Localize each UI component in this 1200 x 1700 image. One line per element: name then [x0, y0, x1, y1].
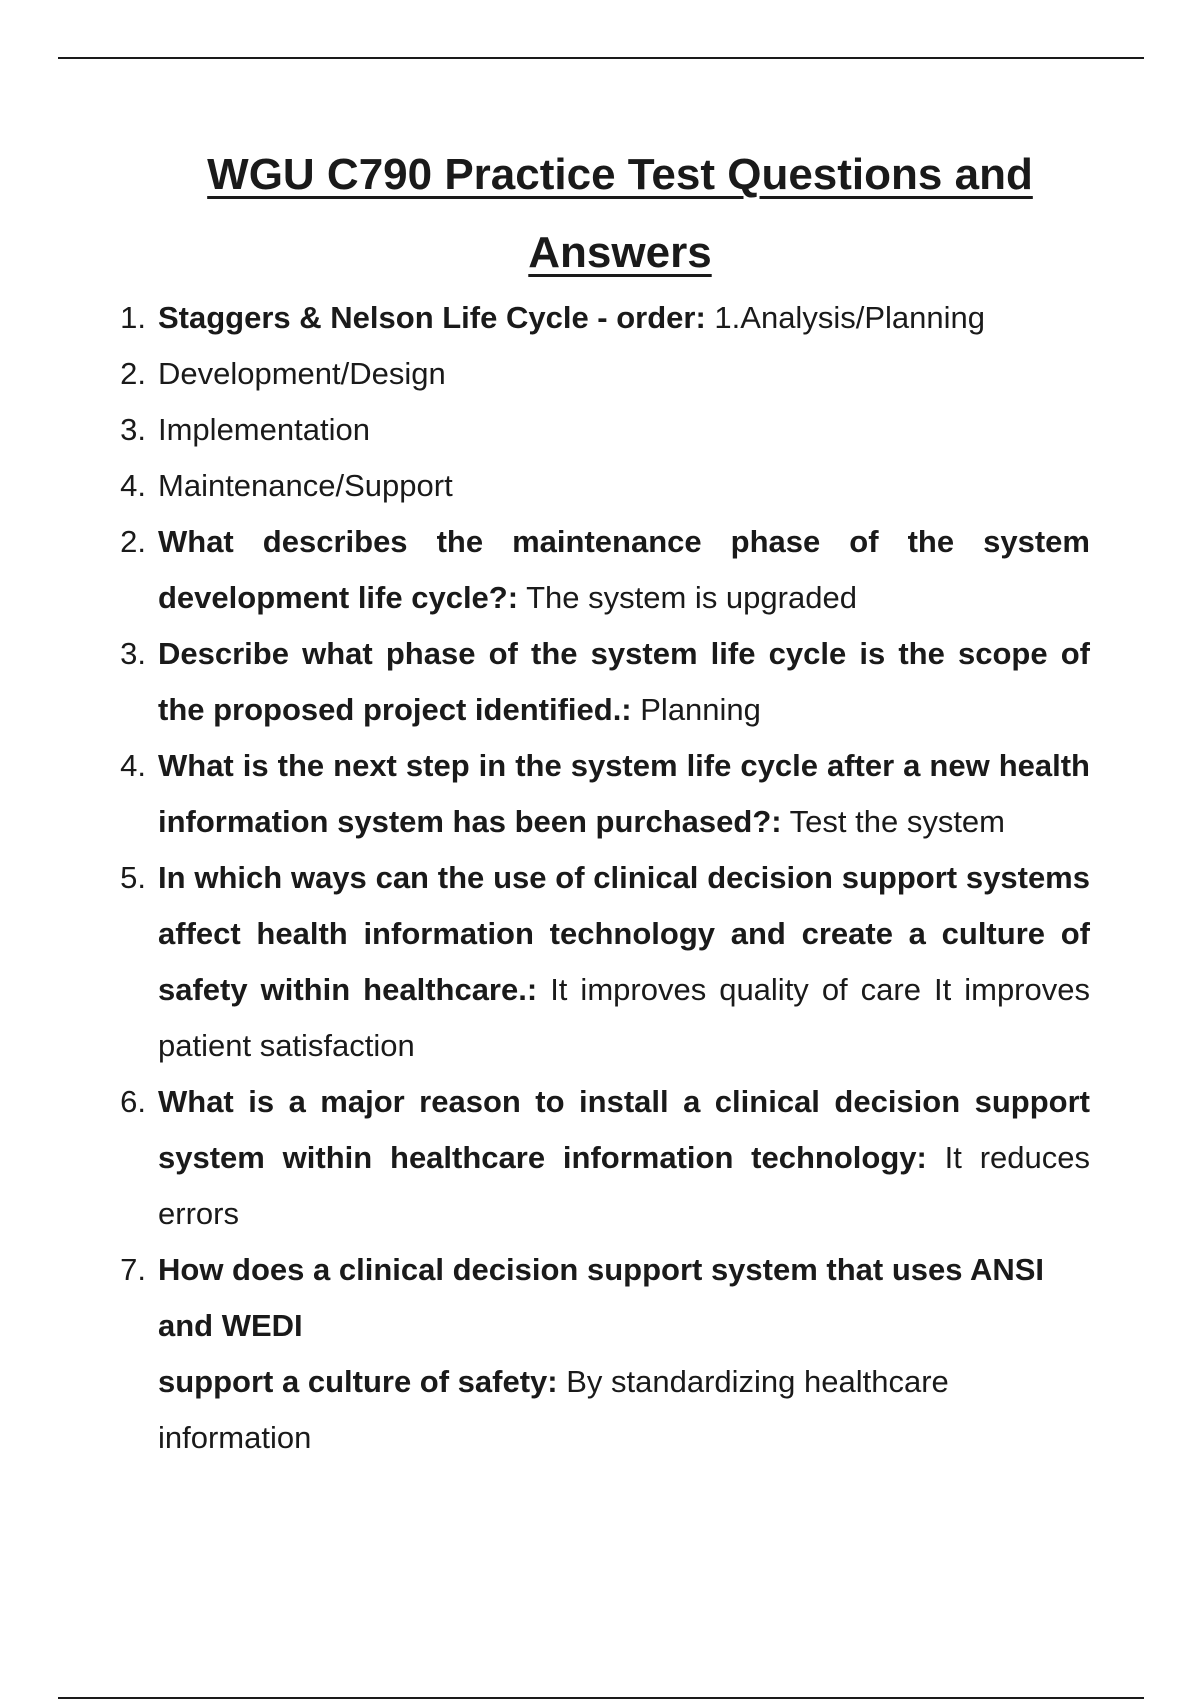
- answer-text: 1.Analysis/Planning: [705, 300, 985, 335]
- question-text: How does a clinical decision support system that uses ANSI and WEDI: [158, 1252, 1045, 1343]
- question-text-continued: support a culture of safety:: [158, 1364, 558, 1399]
- answer-text: Test the system: [781, 804, 1005, 839]
- list-item: [100, 458, 1090, 514]
- list-item: [100, 402, 1090, 458]
- answer-text: The system is upgraded: [518, 580, 857, 615]
- answer-text: It reduces errors: [158, 1140, 1090, 1231]
- answer-text: Implementation: [158, 412, 370, 447]
- question-text: What is a major reason to install a clinical decision support system within healthcare information technology:: [158, 1084, 1090, 1175]
- answer-text: It improves quality of care It improves patient satisfaction: [158, 972, 1090, 1063]
- question-text: What is the next step in the system life cycle after a new health information system has been purchased?:: [158, 748, 1090, 839]
- answer-text: Development/Design: [158, 356, 446, 391]
- list-item: [100, 850, 1090, 1074]
- list-item: [100, 346, 1090, 402]
- list-item: [100, 626, 1090, 738]
- item-number: 7.: [120, 1252, 146, 1287]
- question-text: Staggers & Nelson Life Cycle - order:: [158, 300, 706, 335]
- item-number: 4.: [120, 748, 146, 783]
- list-item: [100, 738, 1090, 850]
- answer-text: By standardizing healthcare information: [158, 1364, 949, 1455]
- item-number: 5.: [120, 860, 146, 895]
- list-item: [100, 514, 1090, 626]
- question-list: [100, 290, 1090, 1466]
- list-item: [100, 1242, 1090, 1466]
- top-rule: [58, 57, 1144, 59]
- question-text: In which ways can the use of clinical decision support systems affect health information technology and create a culture of safety within healthcare.:: [158, 860, 1090, 1007]
- list-item: [100, 290, 1090, 346]
- item-number: 2.: [120, 356, 146, 391]
- page-title: WGU C790 Practice Test Questions and Answers: [207, 150, 1033, 277]
- item-number: 1.: [120, 300, 146, 335]
- item-number: 3.: [120, 636, 146, 671]
- item-number: 6.: [120, 1084, 146, 1119]
- answer-text: Planning: [631, 692, 761, 727]
- question-text: What describes the maintenance phase of the system development life cycle?:: [158, 524, 1090, 615]
- answer-text: Maintenance/Support: [158, 468, 453, 503]
- item-number: 3.: [120, 412, 146, 447]
- item-number: 4.: [120, 468, 146, 503]
- list-item: [100, 1074, 1090, 1242]
- bottom-rule: [58, 1697, 1144, 1699]
- question-text: Describe what phase of the system life cycle is the scope of the proposed project identified.:: [158, 636, 1090, 727]
- item-number: 2.: [120, 524, 146, 559]
